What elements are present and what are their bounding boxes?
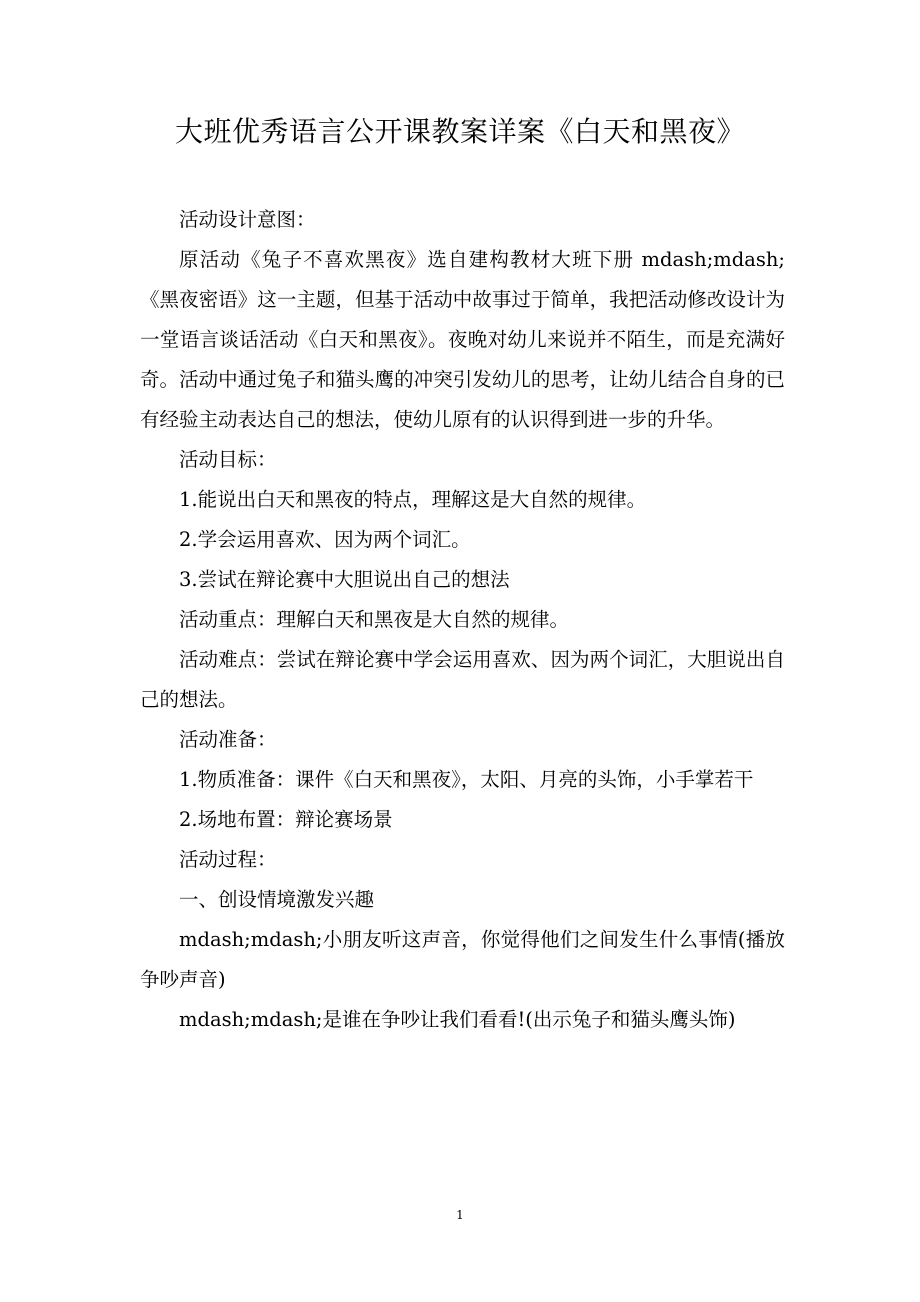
paragraph-step-1-heading: 一、创设情境激发兴趣: [179, 888, 375, 911]
page-number: 1: [456, 1208, 464, 1222]
paragraph-preparation-heading: 活动准备：: [179, 728, 277, 751]
paragraph-design-intent-text: 原活动《兔子不喜欢黑夜》选自建构教材大班下册 mdash;mdash;《黑夜密语》这一主题，但基于活动中故事过于简单，我把活动修改设计为一堂语言谈话活动《白天和黑夜》。夜晚对幼儿来说并不陌生，而是充满好奇。活动中通过兔子和猫头鹰的冲突引发幼儿的思考，让幼儿结合自身的已有经验主动表达自己的想法，使幼儿原有的认识得到进一步的升华。: [140, 248, 785, 431]
paragraph-difficulty: 活动难点：尝试在辩论赛中学会运用喜欢、因为两个词汇，大胆说出自己的想法。: [140, 648, 785, 711]
paragraph-goals-heading: 活动目标：: [179, 448, 277, 471]
paragraph-step-1-line-1: mdash;mdash;小朋友听这声音，你觉得他们之间发生什么事情(播放争吵声音): [140, 928, 785, 991]
document-body: [140, 200, 785, 1040]
paragraph-preparation-1: 1.物质准备：课件《白天和黑夜》，太阳、月亮的头饰，小手掌若干: [179, 768, 754, 791]
document-title: 大班优秀语言公开课教案详案《白天和黑夜》: [174, 115, 745, 148]
paragraph-goal-2: 2.学会运用喜欢、因为两个词汇。: [179, 528, 471, 551]
paragraph-preparation-2: 2.场地布置：辩论赛场景: [179, 808, 393, 831]
paragraph-goal-1: 1.能说出白天和黑夜的特点，理解这是大自然的规律。: [179, 488, 647, 511]
paragraph-key-point: 活动重点：理解白天和黑夜是大自然的规律。: [179, 608, 570, 631]
paragraph-goal-3: 3.尝试在辩论赛中大胆说出自己的想法: [179, 568, 510, 591]
paragraph-process-heading: 活动过程：: [179, 848, 277, 871]
paragraph-step-1-line-2: mdash;mdash;是谁在争吵让我们看看!(出示兔子和猫头鹰头饰): [179, 1008, 736, 1031]
paragraph-design-intent-heading: 活动设计意图：: [179, 208, 316, 231]
